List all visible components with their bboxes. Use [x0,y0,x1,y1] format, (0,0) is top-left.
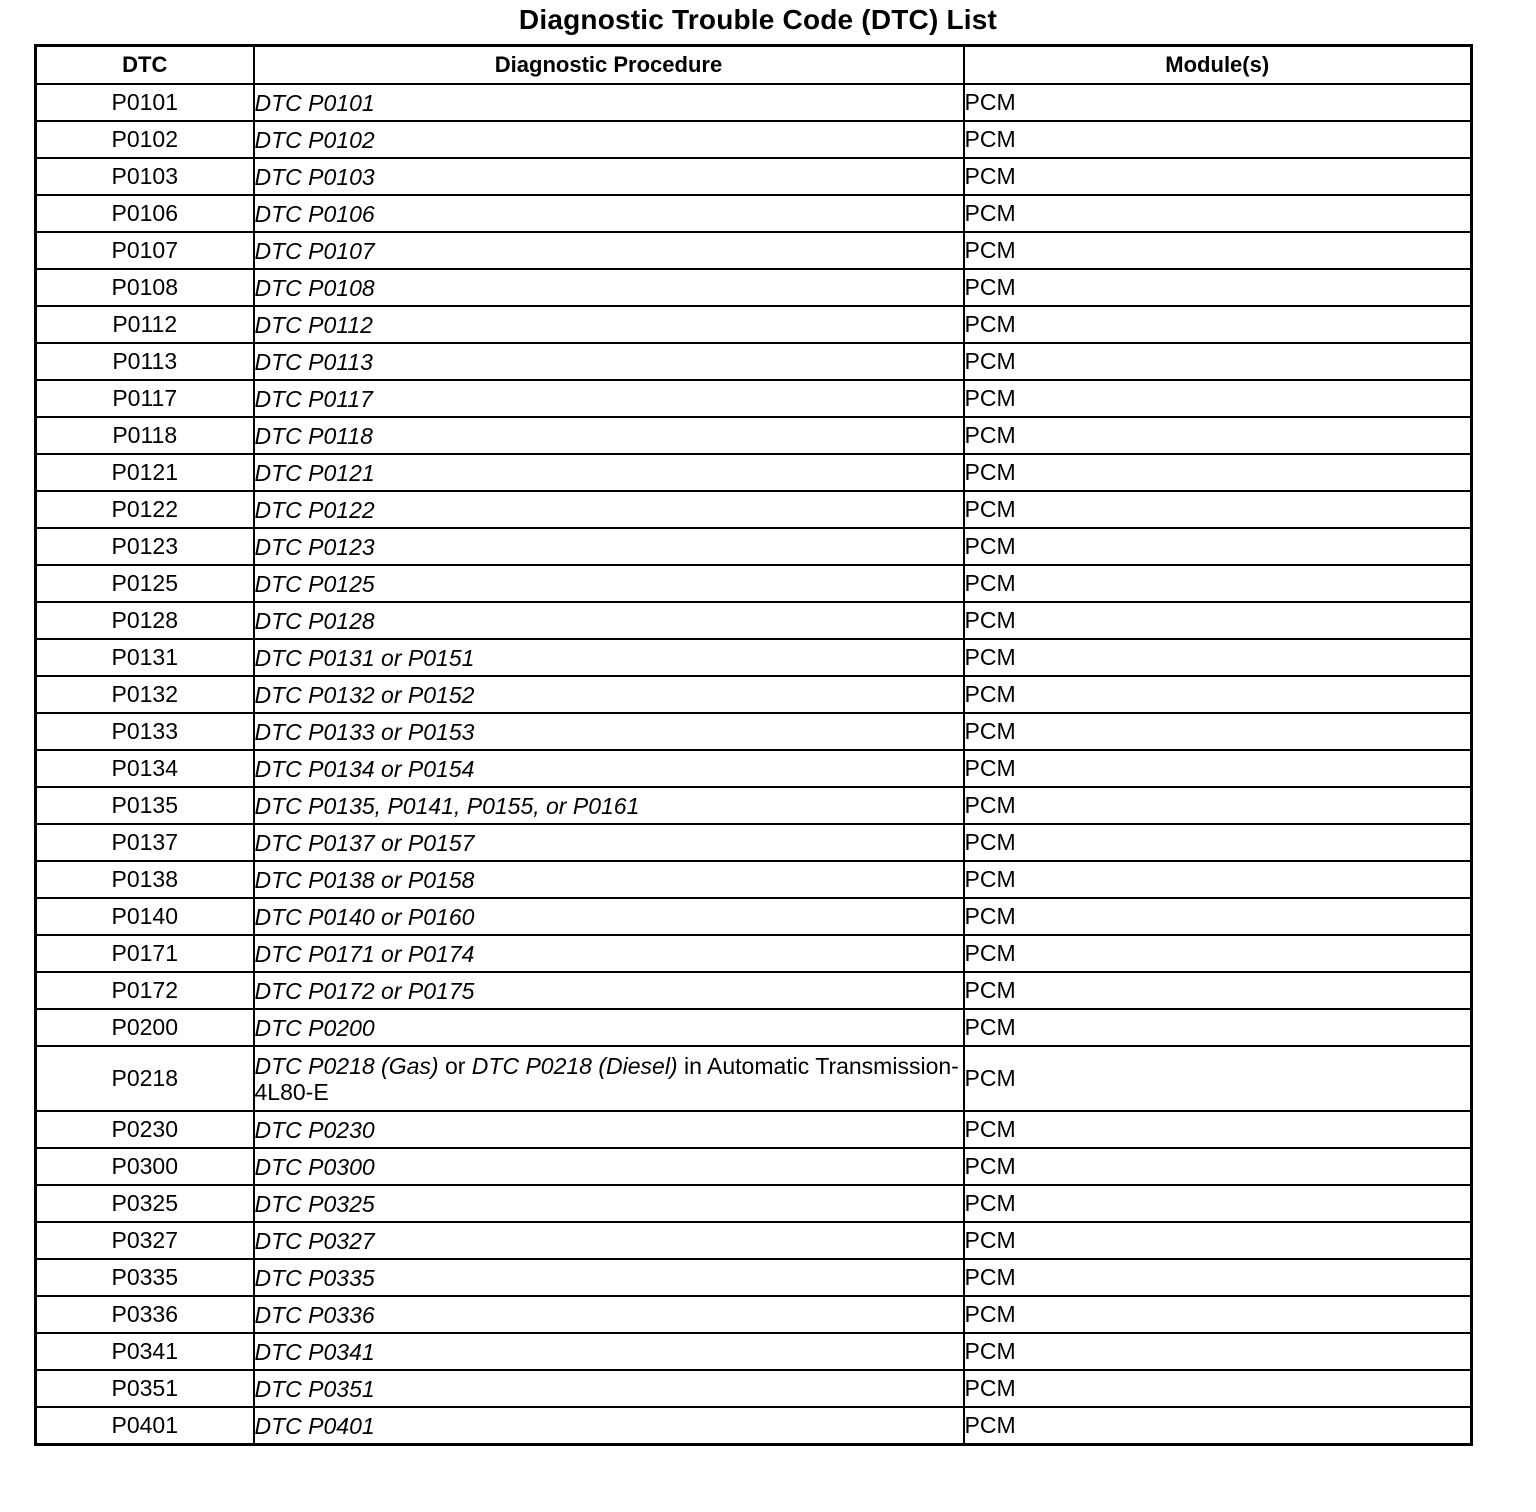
procedure-cell: DTC P0103 [254,158,964,195]
table-row [36,306,1472,343]
table-row [36,528,1472,565]
procedure-cell: DTC P0122 [254,491,964,528]
table-row [36,1148,1472,1185]
module-cell: PCM [964,343,1472,380]
procedure-cell: DTC P0327 [254,1222,964,1259]
dtc-code-cell: P0401 [36,1407,254,1445]
dtc-code-cell: P0131 [36,639,254,676]
procedure-cell: DTC P0117 [254,380,964,417]
table-row [36,343,1472,380]
module-cell: PCM [964,639,1472,676]
dtc-code-cell: P0135 [36,787,254,824]
dtc-code-cell: P0325 [36,1185,254,1222]
procedure-cell: DTC P0230 [254,1111,964,1148]
module-cell: PCM [964,1333,1472,1370]
module-cell: PCM [964,232,1472,269]
module-cell: PCM [964,1111,1472,1148]
table-row [36,713,1472,750]
module-cell: PCM [964,269,1472,306]
dtc-code-cell: P0123 [36,528,254,565]
module-cell: PCM [964,676,1472,713]
dtc-code-cell: P0128 [36,602,254,639]
procedure-cell [254,1046,964,1111]
dtc-code-cell: P0341 [36,1333,254,1370]
procedure-cell: DTC P0102 [254,121,964,158]
dtc-code-cell: P0103 [36,158,254,195]
table-row [36,1222,1472,1259]
procedure-cell: DTC P0138 or P0158 [254,861,964,898]
table-row [36,1370,1472,1407]
table-row [36,861,1472,898]
procedure-cell: DTC P0300 [254,1148,964,1185]
module-cell: PCM [964,158,1472,195]
procedure-cell: DTC P0137 or P0157 [254,824,964,861]
procedure-cell: DTC P0335 [254,1259,964,1296]
procedure-cell: DTC P0341 [254,1333,964,1370]
procedure-cell: DTC P0133 or P0153 [254,713,964,750]
dtc-code-cell: P0138 [36,861,254,898]
module-cell: PCM [964,713,1472,750]
module-cell: PCM [964,824,1472,861]
dtc-code-cell: P0121 [36,454,254,491]
procedure-cell: DTC P0112 [254,306,964,343]
column-header-procedure: Diagnostic Procedure [254,46,964,85]
procedure-cell: DTC P0107 [254,232,964,269]
table-row [36,1185,1472,1222]
procedure-cell: DTC P0101 [254,84,964,121]
module-cell: PCM [964,491,1472,528]
table-row [36,565,1472,602]
procedure-text-part: DTC P0218 (Diesel) [471,1052,678,1079]
module-cell: PCM [964,1185,1472,1222]
dtc-code-cell: P0118 [36,417,254,454]
module-cell: PCM [964,972,1472,1009]
dtc-code-cell: P0137 [36,824,254,861]
table-row [36,1009,1472,1046]
table-row [36,824,1472,861]
procedure-cell: DTC P0121 [254,454,964,491]
procedure-cell: DTC P0172 or P0175 [254,972,964,1009]
module-cell: PCM [964,861,1472,898]
table-row [36,972,1472,1009]
procedure-cell: DTC P0131 or P0151 [254,639,964,676]
dtc-code-cell: P0133 [36,713,254,750]
module-cell: PCM [964,121,1472,158]
dtc-table [34,44,1473,1446]
module-cell: PCM [964,195,1472,232]
dtc-code-cell: P0117 [36,380,254,417]
dtc-code-cell: P0218 [36,1046,254,1111]
dtc-code-cell: P0102 [36,121,254,158]
module-cell: PCM [964,1296,1472,1333]
column-header-modules: Module(s) [964,46,1472,85]
dtc-code-cell: P0300 [36,1148,254,1185]
module-cell: PCM [964,454,1472,491]
procedure-cell: DTC P0140 or P0160 [254,898,964,935]
procedure-cell: DTC P0125 [254,565,964,602]
table-row [36,269,1472,306]
dtc-code-cell: P0171 [36,935,254,972]
table-row [36,454,1472,491]
module-cell: PCM [964,1222,1472,1259]
module-cell: PCM [964,1046,1472,1111]
module-cell: PCM [964,1407,1472,1445]
procedure-text-part: in Automatic Transmission-4L80-E [254,1052,959,1105]
module-cell: PCM [964,1259,1472,1296]
procedure-cell: DTC P0113 [254,343,964,380]
dtc-code-cell: P0335 [36,1259,254,1296]
table-row [36,676,1472,713]
table-row [36,1296,1472,1333]
table-row [36,1046,1472,1111]
table-row [36,787,1472,824]
procedure-cell: DTC P0128 [254,602,964,639]
dtc-code-cell: P0336 [36,1296,254,1333]
procedure-cell: DTC P0123 [254,528,964,565]
procedure-text-part: DTC P0218 (Gas) [254,1052,439,1079]
procedure-cell: DTC P0200 [254,1009,964,1046]
table-row [36,380,1472,417]
dtc-code-cell: P0101 [36,84,254,121]
module-cell: PCM [964,602,1472,639]
module-cell: PCM [964,1148,1472,1185]
dtc-code-cell: P0172 [36,972,254,1009]
table-row [36,84,1472,121]
procedure-text-part: or [438,1052,472,1079]
dtc-code-cell: P0125 [36,565,254,602]
table-row [36,602,1472,639]
column-header-dtc: DTC [36,46,254,85]
module-cell: PCM [964,84,1472,121]
dtc-code-cell: P0327 [36,1222,254,1259]
table-body [36,84,1472,1445]
dtc-code-cell: P0112 [36,306,254,343]
module-cell: PCM [964,528,1472,565]
procedure-cell: DTC P0106 [254,195,964,232]
page-title: Diagnostic Trouble Code (DTC) List [518,4,998,35]
table-row [36,417,1472,454]
procedure-cell: DTC P0118 [254,417,964,454]
procedure-cell: DTC P0135, P0141, P0155, or P0161 [254,787,964,824]
module-cell: PCM [964,750,1472,787]
procedure-cell: DTC P0351 [254,1370,964,1407]
table-row [36,195,1472,232]
module-cell: PCM [964,306,1472,343]
dtc-code-cell: P0106 [36,195,254,232]
procedure-cell: DTC P0336 [254,1296,964,1333]
dtc-code-cell: P0107 [36,232,254,269]
table-row [36,491,1472,528]
dtc-code-cell: P0132 [36,676,254,713]
table-row [36,898,1472,935]
table-row [36,935,1472,972]
table-row [36,232,1472,269]
dtc-code-cell: P0122 [36,491,254,528]
procedure-cell: DTC P0132 or P0152 [254,676,964,713]
table-row [36,1259,1472,1296]
table-row [36,1407,1472,1445]
dtc-code-cell: P0230 [36,1111,254,1148]
table-row [36,1333,1472,1370]
module-cell: PCM [964,787,1472,824]
dtc-code-cell: P0113 [36,343,254,380]
dtc-code-cell: P0140 [36,898,254,935]
table-row [36,639,1472,676]
dtc-code-cell: P0200 [36,1009,254,1046]
procedure-cell: DTC P0401 [254,1407,964,1445]
module-cell: PCM [964,565,1472,602]
table-header-row [36,46,1472,85]
table-row [36,1111,1472,1148]
table-row [36,121,1472,158]
module-cell: PCM [964,1009,1472,1046]
module-cell: PCM [964,380,1472,417]
procedure-cell: DTC P0108 [254,269,964,306]
module-cell: PCM [964,935,1472,972]
table-row [36,158,1472,195]
module-cell: PCM [964,898,1472,935]
module-cell: PCM [964,1370,1472,1407]
procedure-cell: DTC P0325 [254,1185,964,1222]
dtc-code-cell: P0134 [36,750,254,787]
procedure-cell: DTC P0171 or P0174 [254,935,964,972]
module-cell: PCM [964,417,1472,454]
table-row [36,750,1472,787]
procedure-cell: DTC P0134 or P0154 [254,750,964,787]
dtc-code-cell: P0108 [36,269,254,306]
dtc-code-cell: P0351 [36,1370,254,1407]
